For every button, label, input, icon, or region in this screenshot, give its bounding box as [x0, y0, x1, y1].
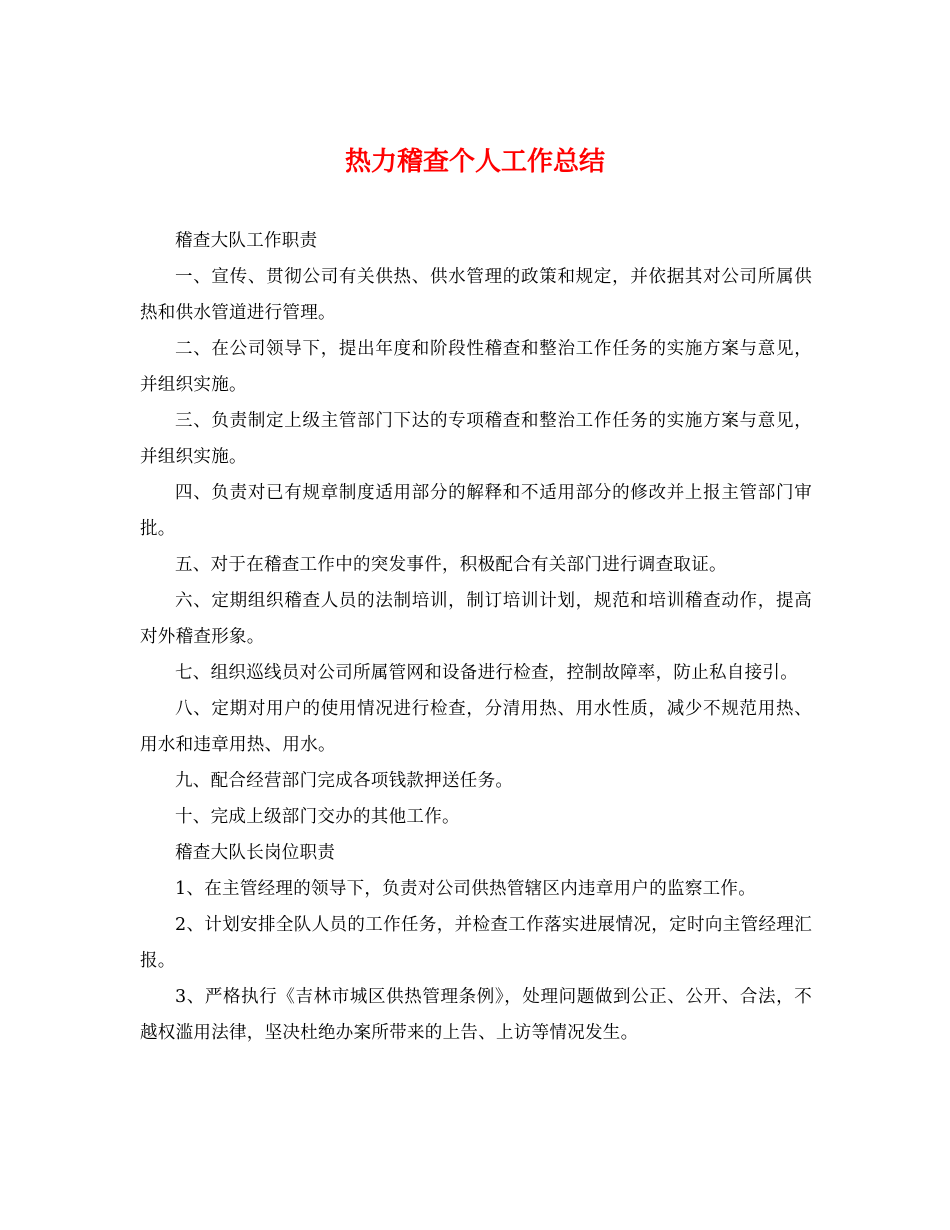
paragraph: 十、完成上级部门交办的其他工作。	[175, 807, 460, 827]
paragraph: 1、在主管经理的领导下，负责对公司供热管辖区内违章用户的监察工作。	[175, 879, 757, 899]
paragraph: 四、负责对已有规章制度适用部分的解释和不适用部分的修改并上报主管部门审批。	[140, 483, 812, 539]
paragraph: 2、计划安排全队人员的工作任务，并检查工作落实进展情况，定时向主管经理汇报。	[140, 915, 812, 971]
section-heading: 稽查大队长岗位职责	[175, 843, 336, 863]
paragraph: 六、定期组织稽查人员的法制培训，制订培训计划，规范和培训稽查动作，提高对外稽查形象。	[140, 591, 812, 647]
paragraph: 二、在公司领导下，提出年度和阶段性稽查和整治工作任务的实施方案与意见，并组织实施。	[140, 339, 812, 395]
paragraph: 七、组织巡线员对公司所属管网和设备进行检查，控制故障率，防止私自接引。	[175, 663, 798, 683]
document-body	[140, 223, 812, 1051]
paragraph: 3、严格执行《吉林市城区供热管理条例》，处理问题做到公正、公开、合法，不越权滥用法律，坚决杜绝办案所带来的上告、上访等情况发生。	[140, 987, 812, 1043]
paragraph: 一、宣传、贯彻公司有关供热、供水管理的政策和规定，并依据其对公司所属供热和供水管道进行管理。	[140, 267, 812, 323]
paragraph: 三、负责制定上级主管部门下达的专项稽查和整治工作任务的实施方案与意见，并组织实施。	[140, 411, 812, 467]
paragraph: 九、配合经营部门完成各项钱款押送任务。	[175, 771, 514, 791]
section-heading: 稽查大队工作职责	[175, 231, 318, 251]
document-title: 热力稽查个人工作总结	[344, 147, 605, 177]
paragraph: 五、对于在稽查工作中的突发事件，积极配合有关部门进行调查取证。	[175, 555, 727, 575]
paragraph: 八、定期对用户的使用情况进行检查，分清用热、用水性质，减少不规范用热、用水和违章用热、用水。	[140, 699, 812, 755]
